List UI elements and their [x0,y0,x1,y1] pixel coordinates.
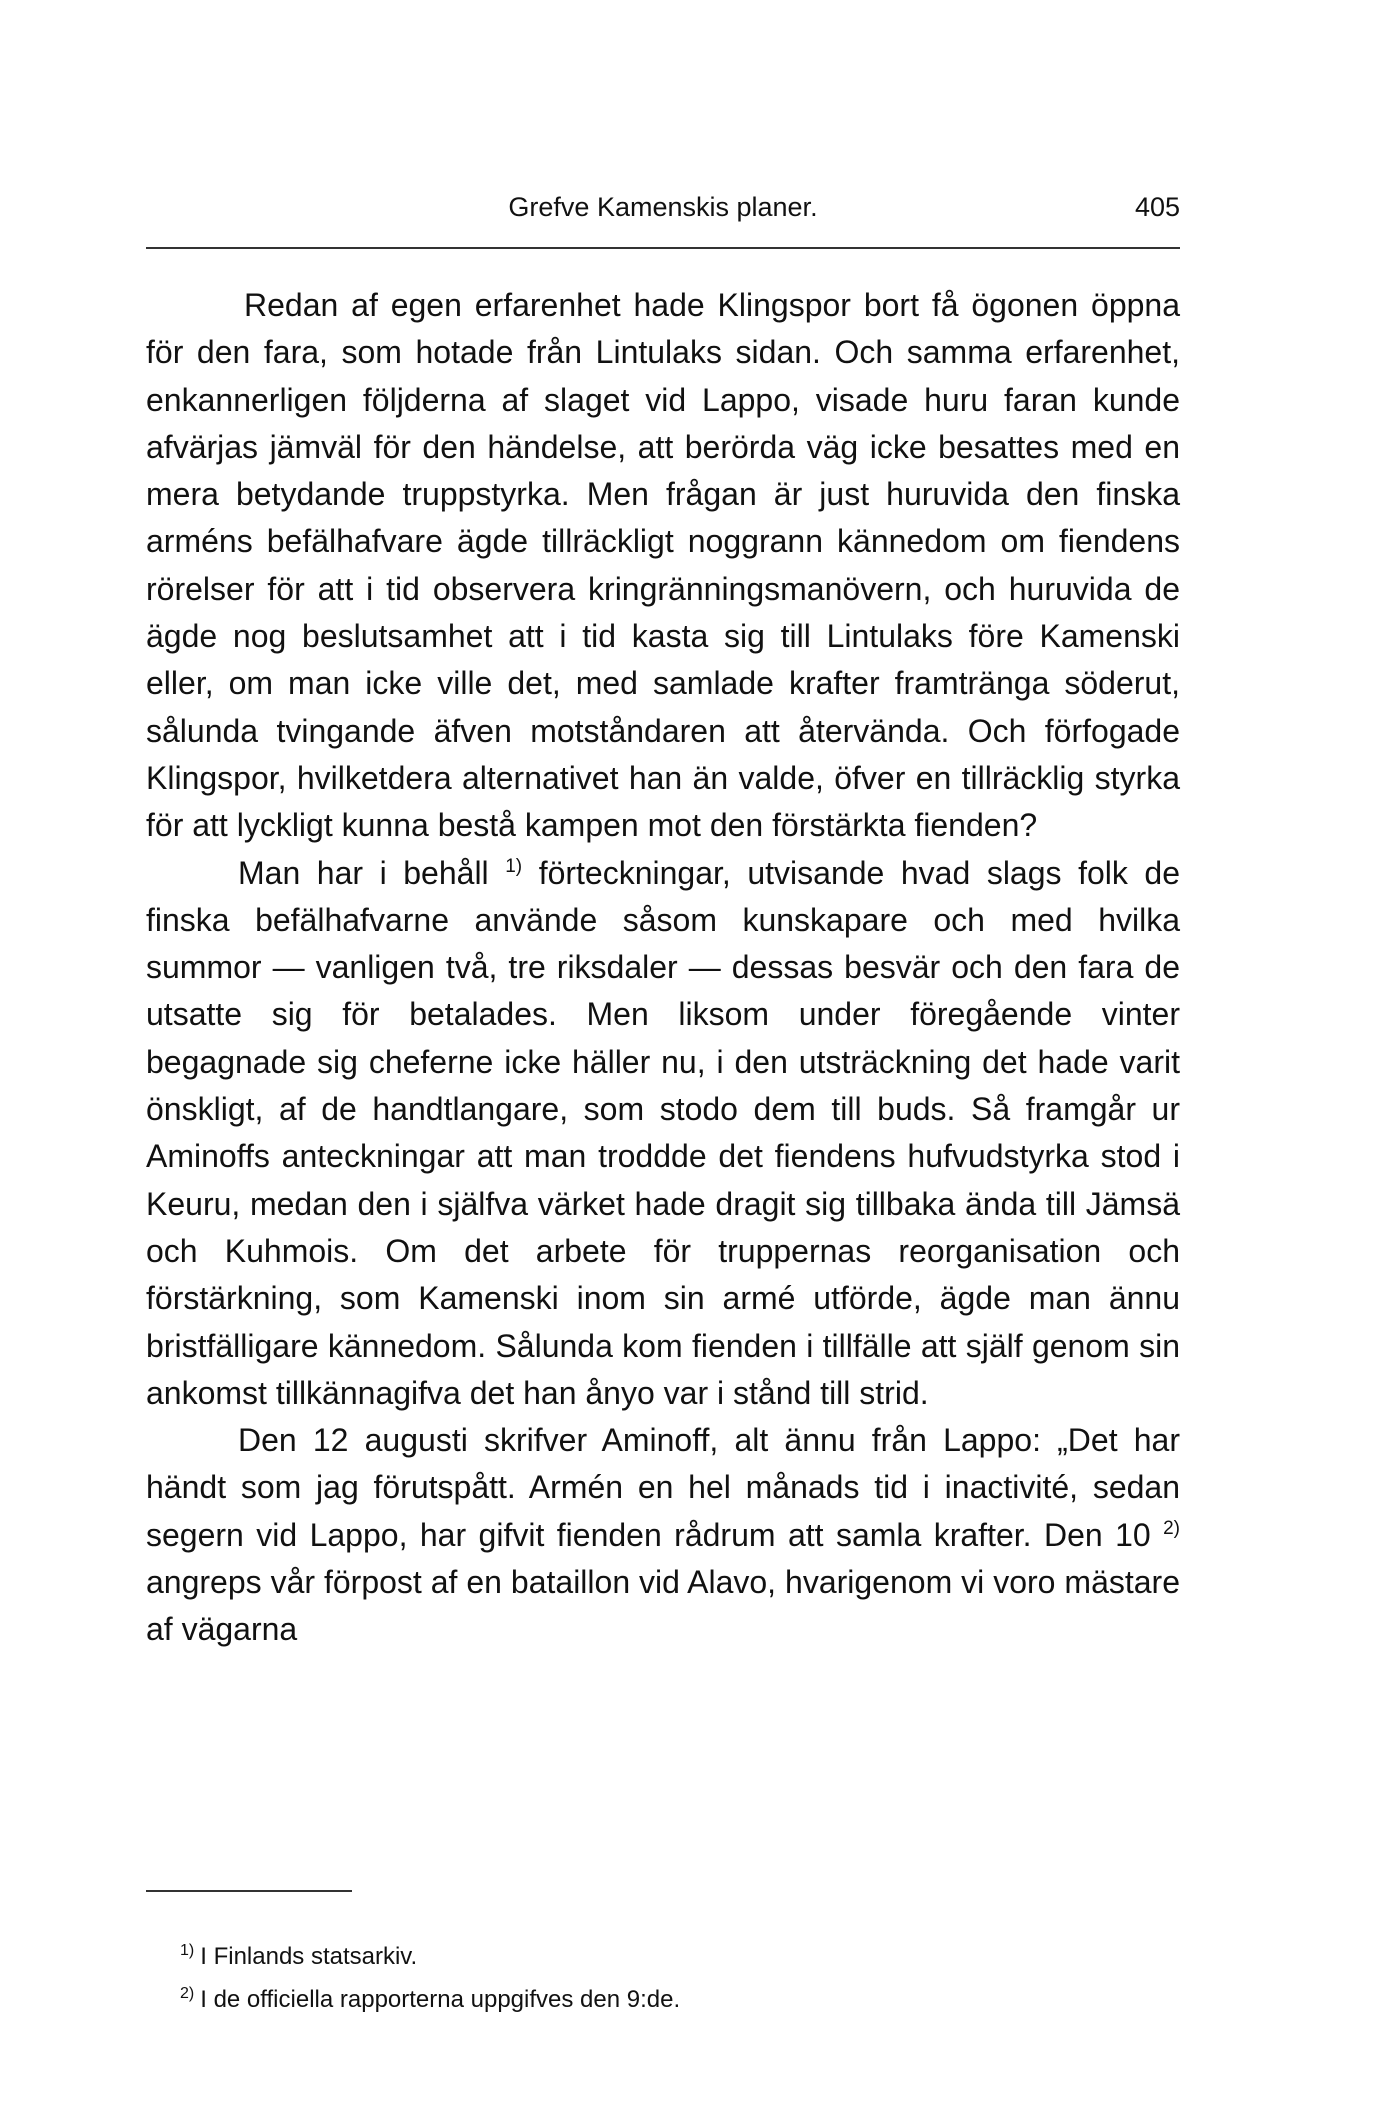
paragraph-2-start: Man har i behåll [238,854,489,891]
paragraph-3-rest: angreps vår förpost af en bataillon vid Alavo, hvarigenom vi voro mästare af vägarna [146,1564,1180,1648]
footnote-ref-2: 2) [1163,1517,1181,1539]
footnote-marker-2: 2) [180,1985,195,2002]
running-title: Grefve Kamenskis planer. [508,192,818,222]
footnote-text-2: I de officiella rapporterna uppgifves den 9:de. [200,1986,681,2013]
footnotes [180,1935,1140,2021]
page-number: 405 [1134,192,1180,222]
footnote-ref-1: 1) [505,855,523,877]
paragraph-3-start: Den 12 augusti skrifver Aminoff, alt ännu från Lappo: „Det har händt som jag förutspått. Armén en hel månads tid i inactivité, sedan segern vid Lappo, har gifvit fienden rådrum att samla krafter. Den 10 [146,1422,1180,1553]
paragraph-2 [146,850,1180,1418]
paragraph-2-rest: förteckningar, utvisande hvad slags folk de finska befälhafvarne använde såsom kunskapare och med hvilka summor — vanligen två, tre riksdaler — dessas besvär och den fara de utsatte sig för betalades. Men liksom under föregående vinter begagnade sig cheferne icke häller nu, i den utsträckning det hade varit önskligt, af de handtlangare, som stodo dem till buds. Så framgår ur Aminoffs anteckningar att man troddde det fiendens hufvudstyrka stod i Keuru, medan den i själfva värket hade dragit sig tillbaka ända till Jämsä och Kuhmois. Om det arbete för truppernas reorganisation och förstärkning, som Kamenski inom sin armé utförde, ägde man ännu bristfälligare kännedom. Sålunda kom fienden i tillfälle att själf genom sin ankomst tillkännagifva det han ånyo var i stånd till strid. [146,854,1181,1411]
header-rule [146,247,1180,249]
paragraph-1: Redan af egen erfarenhet hade Klingspor bort få ögonen öppna för den fara, som hotade från Lintulaks sidan. Och samma erfarenhet, enkannerligen följderna af slaget vid Lappo, visade huru faran kunde afvärjas jämväl för den händelse, att berörda väg icke besattes med en mera betydande truppstyrka. Men frågan är just huruvida den finska arméns befälhafvare ägde tillräckligt noggrann kännedom om fiendens rörelser för att i tid observera kringränningsmanövern, och huruvida de ägde nog beslutsamhet att i tid kasta sig till Lintulaks före Kamenski eller, om man icke ville det, med samlade krafter framtränga söderut, sålunda tvingande äfven motståndaren att återvända. Och förfogade Klingspor, hvilketdera alternativet han än valde, öfver en tillräcklig styrka för att lyckligt kunna bestå kampen mot den förstärkta fienden? [146,287,1180,844]
footnote-rule [146,1890,352,1892]
footnote-1 [180,1935,1140,1978]
footnote-marker-1: 1) [180,1942,195,1959]
footnote-2 [180,1978,1140,2021]
running-head [146,192,1180,232]
footnote-text-1: I Finlands statsarkiv. [200,1943,418,1970]
body-text [146,282,1180,1654]
paragraph-3 [146,1417,1180,1653]
